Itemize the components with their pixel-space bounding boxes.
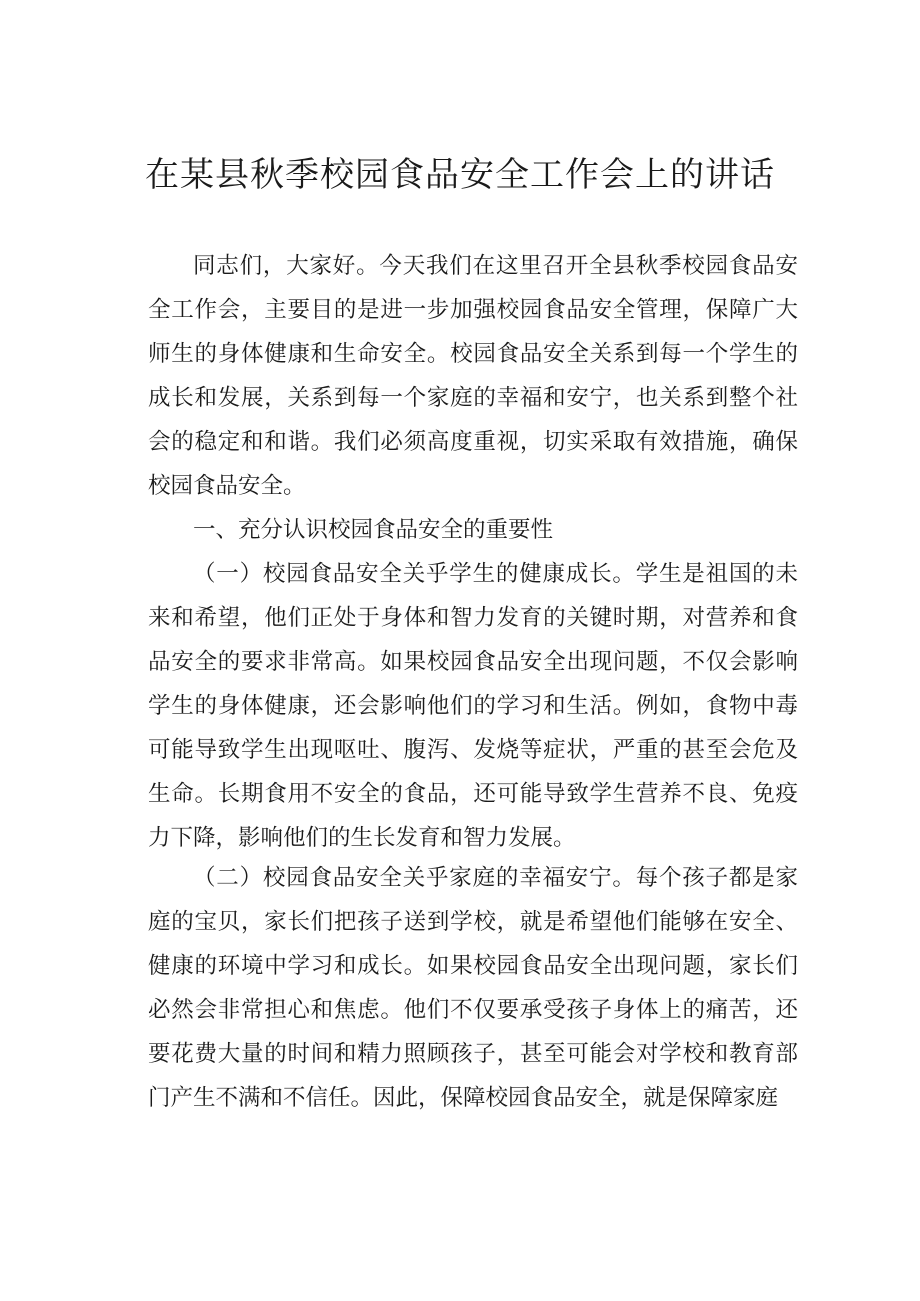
intro-paragraph: 同志们，大家好。今天我们在这里召开全县秋季校园食品安全工作会，主要目的是进一步加强校园食品安全管理，保障广大师生的身体健康和生命安全。校园食品安全关系到每一个学生的成长和发展，关系到每一个家庭的幸福和安宁，也关系到整个社会的稳定和和谐。我们必须高度重视，切实采取有效措施，确保校园食品安全。 [148,253,798,499]
section-heading: 一、充分认识校园食品安全的重要性 [193,517,554,543]
section-paragraph-2: （二）校园食品安全关乎家庭的幸福安宁。每个孩子都是家庭的宝贝，家长们把孩子送到学校，就是希望他们能够在安全、健康的环境中学习和成长。如果校园食品安全出现问题，家长们必然会非常担心和焦虑。他们不仅要承受孩子身体上的痛苦，还要花费大量的时间和精力照顾孩子，甚至可能会对学校和教育部门产生不满和不信任。因此，保障校园食品安全，就是保障家庭 [148,865,798,1111]
document-title: 在某县秋季校园食品安全工作会上的讲话 [145,155,775,195]
section-paragraph-1: （一）校园食品安全关乎学生的健康成长。学生是祖国的未来和希望，他们正处于身体和智力发育的关键时期，对营养和食品安全的要求非常高。如果校园食品安全出现问题，不仅会影响学生的身体健康，还会影响他们的学习和生活。例如，食物中毒可能导致学生出现呕吐、腹泻、发烧等症状，严重的甚至会危及生命。长期食用不安全的食品，还可能导致学生营养不良、免疫力下降，影响他们的生长发育和智力发展。 [148,561,798,851]
